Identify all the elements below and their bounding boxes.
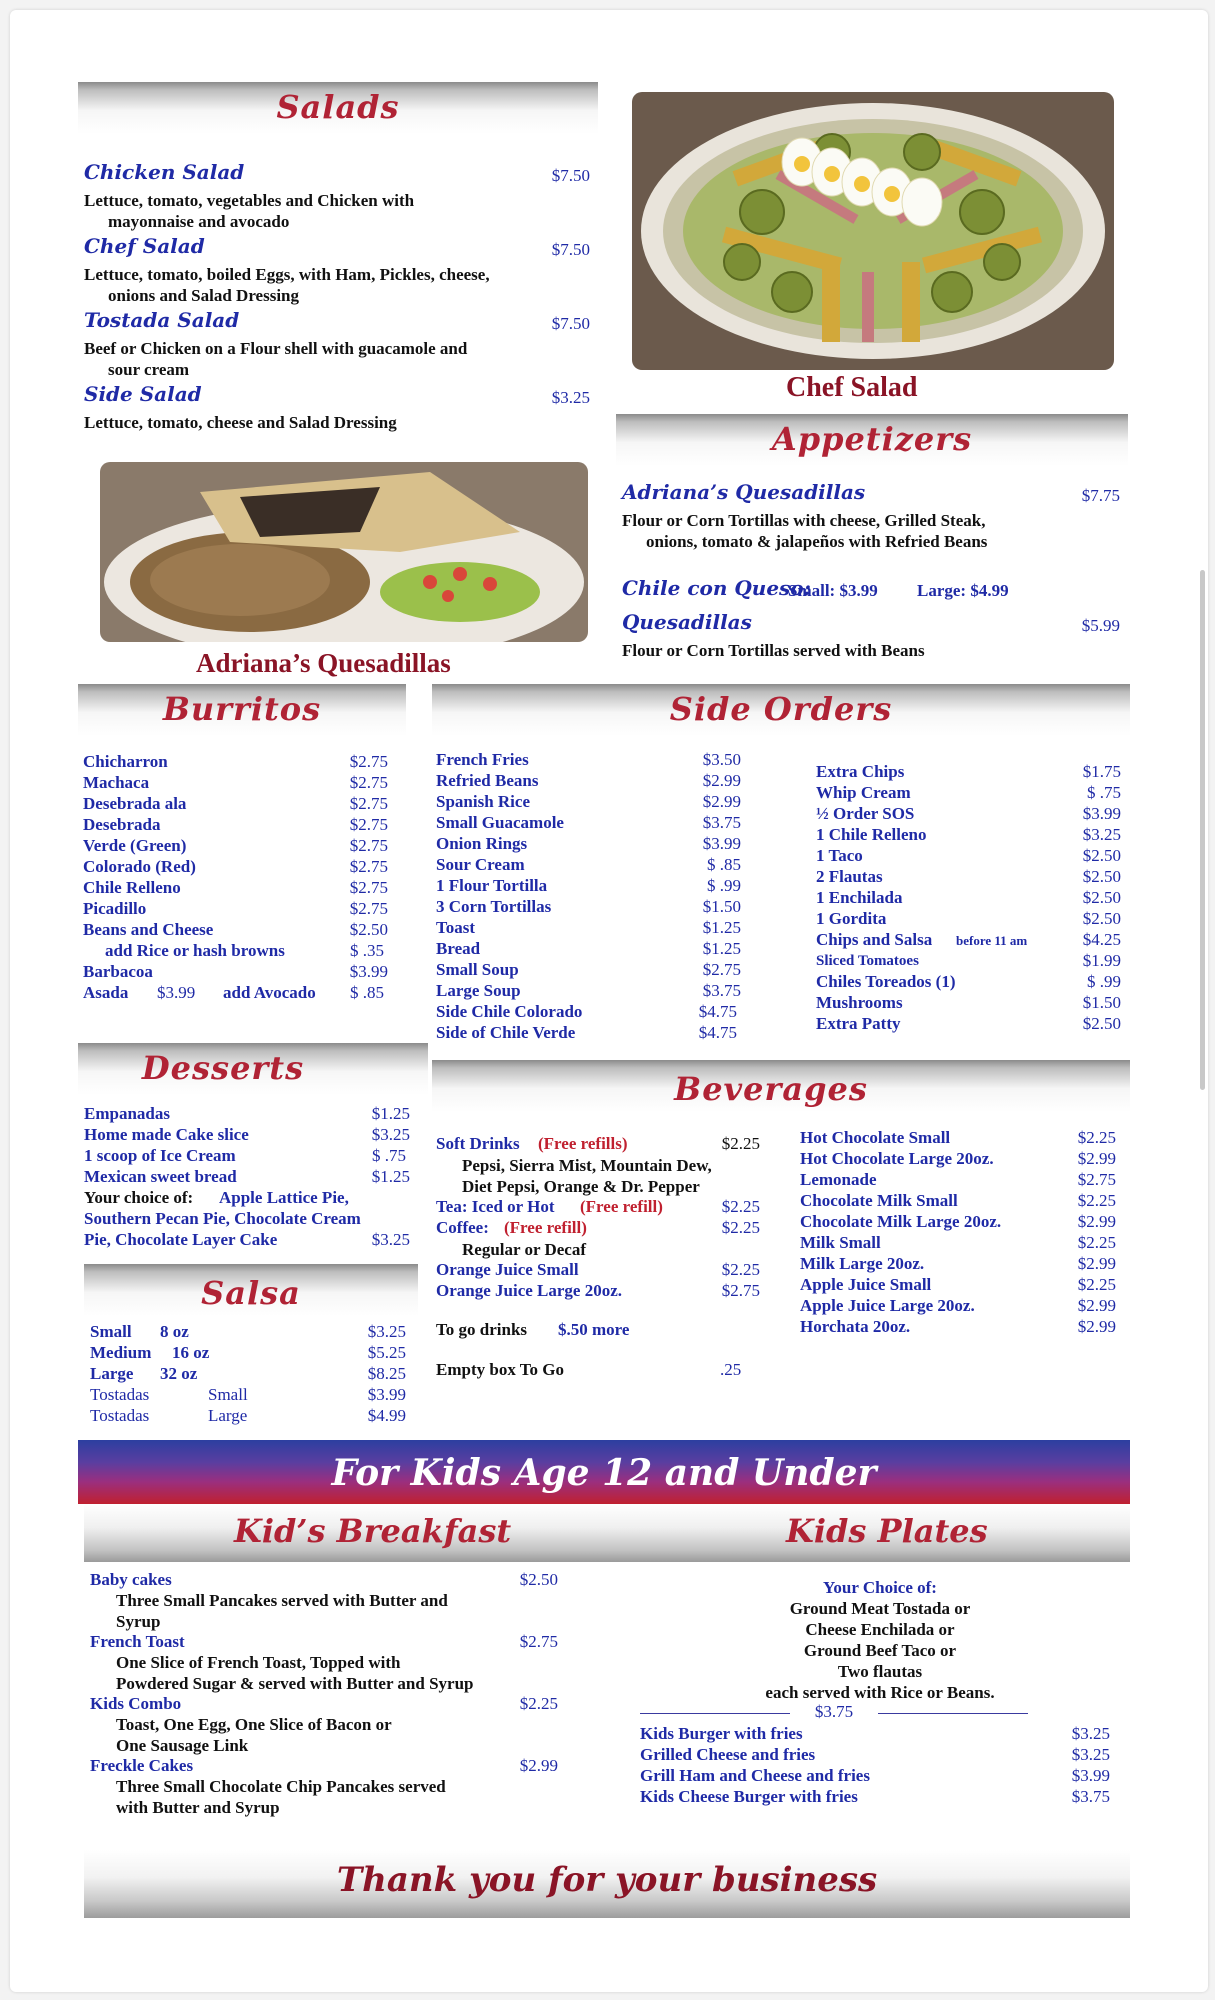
kids-plates-choice (700, 1578, 1060, 1718)
beverage-price: $2.25 (721, 1134, 760, 1153)
kids-choice-line: Ground Meat Tostada or (789, 1599, 971, 1618)
beverage-name: Chocolate Milk Large 20oz. (800, 1212, 1002, 1231)
side-name: 1 Flour Tortilla (436, 876, 548, 895)
side-price: $1.25 (702, 939, 741, 958)
quesadillas-image (100, 462, 588, 642)
kids-plate-name: Kids Cheese Burger with fries (640, 1787, 858, 1806)
appetizer-name: Adriana’s Quesadillas (622, 480, 866, 504)
beverage-price: $2.25 (721, 1197, 760, 1216)
side-name: Side Chile Colorado (436, 1002, 583, 1021)
side-price: $ .75 (1087, 783, 1121, 802)
refill-note: (Free refill) (580, 1197, 663, 1216)
desserts-title: Desserts (141, 1049, 305, 1087)
dessert-price: $ .75 (372, 1146, 406, 1165)
side-name: French Fries (436, 750, 529, 769)
side-orders-col2 (816, 762, 1121, 1037)
salad-desc: onions and Salad Dressing (108, 286, 300, 305)
side-price: $3.99 (1082, 804, 1121, 823)
chef-salad-caption: Chef Salad (786, 372, 918, 403)
side-price: $1.50 (1082, 993, 1121, 1012)
beverage-desc: Regular or Decaf (462, 1240, 587, 1259)
burrito-name: Colorado (Red) (83, 857, 196, 876)
beverage-price: $2.25 (721, 1218, 760, 1237)
side-price: $ .99 (1087, 972, 1121, 991)
kids-breakfast-list (90, 1570, 558, 1820)
appetizer-price: $5.99 (1081, 616, 1120, 635)
side-name: Sour Cream (436, 855, 525, 874)
burritos-list (83, 752, 388, 1002)
salsa-price: $8.25 (367, 1364, 406, 1383)
salad-item (84, 382, 590, 406)
beverage-name: Apple Juice Large 20oz. (800, 1296, 975, 1315)
burrito-name: Asada (83, 983, 129, 1002)
burritos-title: Burritos (162, 690, 322, 728)
thank-you-text: Thank you for your business (336, 1860, 878, 1900)
side-price: $2.50 (1082, 888, 1121, 907)
side-price: $1.75 (1082, 762, 1121, 781)
kids-item-name: French Toast (90, 1632, 185, 1651)
salsa-size-oz: 16 oz (172, 1343, 210, 1362)
beverage-name: Milk Large 20oz. (800, 1254, 925, 1273)
burrito-name: Desebrada (83, 815, 161, 834)
salad-item (84, 234, 590, 258)
salsa-title: Salsa (201, 1274, 301, 1312)
dessert-choice-text: Southern Pecan Pie, Chocolate Cream (84, 1209, 361, 1228)
appetizer-desc: Flour or Corn Tortillas with cheese, Grilled Steak, (622, 511, 986, 530)
side-name: Extra Chips (816, 762, 905, 781)
beverages-col1 (436, 1134, 764, 1384)
kids-item-name: Kids Combo (90, 1694, 182, 1713)
appetizer-item (622, 480, 1120, 504)
beverage-price: $2.75 (721, 1281, 760, 1300)
beverage-price: $2.25 (1077, 1233, 1116, 1252)
kids-banner (78, 1440, 1130, 1504)
dessert-name: 1 scoop of Ice Cream (84, 1146, 236, 1165)
dessert-price: $3.25 (371, 1230, 410, 1249)
side-price: $2.50 (1082, 1014, 1121, 1033)
side-name: Extra Patty (816, 1014, 901, 1033)
kids-plates-title: Kids Plates (786, 1512, 988, 1550)
tostadas-name: Tostadas (90, 1406, 150, 1425)
beverage-price: $2.25 (721, 1260, 760, 1279)
salsa-header (84, 1264, 418, 1316)
salads-title: Salads (276, 88, 400, 126)
burrito-price: $2.50 (349, 920, 388, 939)
refill-note: (Free refills) (538, 1134, 628, 1153)
beverage-price: $2.99 (1077, 1149, 1116, 1168)
appetizer-name: Quesadillas (622, 610, 752, 634)
kids-choice-line: Ground Beef Taco or (803, 1641, 957, 1660)
side-name: 3 Corn Tortillas (436, 897, 552, 916)
dessert-name: Mexican sweet bread (84, 1167, 237, 1186)
salads-list (84, 160, 590, 440)
side-name: Small Soup (436, 960, 519, 979)
side-name: Bread (436, 939, 481, 958)
salad-price: $3.25 (551, 388, 590, 407)
salad-price: $7.50 (551, 166, 590, 185)
salads-header (78, 82, 598, 134)
kids-plate-price: $3.25 (1071, 1724, 1110, 1743)
chile-con-queso-item (622, 576, 1120, 600)
beverage-name: Soft Drinks (436, 1134, 520, 1153)
burrito-price: $2.75 (349, 773, 388, 792)
kids-plate-name: Kids Burger with fries (640, 1724, 803, 1743)
burrito-price: $2.75 (349, 752, 388, 771)
side-name: Large Soup (436, 981, 521, 1000)
kids-item-desc: One Sausage Link (116, 1736, 249, 1755)
side-price: $3.25 (1082, 825, 1121, 844)
kids-choice-price: $3.75 (814, 1702, 854, 1721)
burrito-name: Machaca (83, 773, 150, 792)
side-price: $2.75 (702, 960, 741, 979)
kids-item-price: $2.25 (519, 1694, 558, 1713)
burrito-name: Beans and Cheese (83, 920, 214, 939)
salsa-size-name: Small (90, 1322, 132, 1341)
kids-item-desc: Three Small Chocolate Chip Pancakes served (116, 1777, 446, 1796)
beverage-name: Chocolate Milk Small (800, 1191, 958, 1210)
kids-item-desc: Three Small Pancakes served with Butter and (116, 1591, 448, 1610)
salad-desc: mayonnaise and avocado (108, 212, 290, 231)
chile-con-queso-small: Small: $3.99 (788, 581, 878, 600)
salad-name: Chicken Salad (84, 160, 245, 184)
kids-plates-list (640, 1724, 1110, 1814)
appetizer-item (622, 610, 1120, 634)
togo-price: $.50 more (558, 1320, 630, 1339)
kids-item-name: Freckle Cakes (90, 1756, 194, 1775)
kids-plate-price: $3.25 (1071, 1745, 1110, 1764)
side-orders-col1 (436, 750, 741, 1045)
side-price: $ .85 (707, 855, 741, 874)
beverage-name: Apple Juice Small (800, 1275, 932, 1294)
salad-price: $7.50 (551, 240, 590, 259)
side-name: Side of Chile Verde (436, 1023, 576, 1042)
kids-item-price: $2.50 (519, 1570, 558, 1589)
side-price: $3.50 (702, 750, 741, 769)
side-price: $2.50 (1082, 846, 1121, 865)
side-orders-title: Side Orders (669, 690, 893, 728)
dessert-choice-text: Pie, Chocolate Layer Cake (84, 1230, 278, 1249)
kids-plate-name: Grilled Cheese and fries (640, 1745, 816, 1764)
appetizers-header (616, 414, 1128, 466)
beverage-price: $2.25 (1077, 1128, 1116, 1147)
burrito-name: Chicharron (83, 752, 168, 771)
burrito-name: Chile Relleno (83, 878, 181, 897)
side-price: $2.50 (1082, 909, 1121, 928)
beverage-price: $2.75 (1077, 1170, 1116, 1189)
tostadas-size: Small (208, 1385, 248, 1404)
salsa-list (90, 1322, 406, 1432)
burrito-price: $2.75 (349, 878, 388, 897)
chile-con-queso-name: Chile con Queso: (622, 576, 812, 600)
burritos-header (78, 684, 406, 736)
salsa-price: $3.25 (367, 1322, 406, 1341)
kids-item-name: Baby cakes (90, 1570, 172, 1589)
burrito-price: $2.75 (349, 794, 388, 813)
side-price: $1.50 (702, 897, 741, 916)
dessert-price: $1.25 (371, 1167, 410, 1186)
salad-desc: sour cream (108, 360, 190, 379)
beverages-header (432, 1060, 1130, 1112)
dessert-choice-text: Apple Lattice Pie, (219, 1188, 349, 1207)
side-price: $3.75 (702, 813, 741, 832)
kids-item-desc: Powdered Sugar & served with Butter and Syrup (116, 1674, 474, 1693)
side-price: $4.75 (698, 1023, 737, 1042)
side-price: $2.99 (702, 792, 741, 811)
beverages-title: Beverages (674, 1070, 868, 1108)
box-price: .25 (720, 1360, 742, 1379)
appetizer-desc: Flour or Corn Tortillas served with Beans (622, 641, 925, 660)
burrito-price: $2.75 (349, 857, 388, 876)
beverage-name: Orange Juice Large 20oz. (436, 1281, 623, 1300)
appetizer-desc: onions, tomato & jalapeños with Refried Beans (646, 532, 988, 551)
burrito-price: $3.99 (349, 962, 388, 981)
beverage-price: $2.99 (1077, 1317, 1116, 1336)
beverage-price: $2.99 (1077, 1296, 1116, 1315)
burrito-name: add Rice or hash browns (105, 941, 285, 960)
chef-salad-image (632, 92, 1114, 370)
box-label: Empty box To Go (436, 1360, 565, 1379)
dessert-choice-label: Your choice of: (84, 1188, 194, 1207)
salad-name: Side Salad (84, 382, 202, 406)
side-price: $2.50 (1082, 867, 1121, 886)
refill-note: (Free refill) (504, 1218, 587, 1237)
kids-breakfast-title: Kid’s Breakfast (234, 1512, 512, 1550)
side-name: 1 Chile Relleno (816, 825, 927, 844)
beverage-price: $2.99 (1077, 1254, 1116, 1273)
kids-plate-price: $3.75 (1071, 1787, 1110, 1806)
salad-name: Chef Salad (84, 234, 205, 258)
burrito-name: Barbacoa (83, 962, 153, 981)
salad-price: $7.50 (551, 314, 590, 333)
salsa-size-oz: 32 oz (160, 1364, 198, 1383)
side-name: Mushrooms (816, 993, 903, 1012)
beverage-name: Hot Chocolate Large 20oz. (800, 1149, 994, 1168)
salad-item (84, 308, 590, 332)
quesadillas-caption: Adriana’s Quesadillas (196, 648, 451, 678)
burrito-price: $2.75 (349, 899, 388, 918)
salad-desc: Beef or Chicken on a Flour shell with guacamole and (84, 339, 468, 358)
chile-con-queso-large: Large: $4.99 (917, 581, 1009, 600)
side-name: Toast (436, 918, 476, 937)
avocado-addon: add Avocado (223, 983, 316, 1002)
salsa-price: $5.25 (367, 1343, 406, 1362)
kids-plate-name: Grill Ham and Cheese and fries (640, 1766, 870, 1785)
salad-desc: Lettuce, tomato, boiled Eggs, with Ham, Pickles, cheese, (84, 265, 490, 284)
kids-choice-line: Two flautas (837, 1662, 923, 1681)
side-price: $ .99 (707, 876, 741, 895)
side-name: Chips and Salsa (816, 930, 933, 949)
tostadas-size: Large (208, 1406, 248, 1425)
burrito-name: Desebrada ala (83, 794, 187, 813)
beverage-name: Lemonade (800, 1170, 877, 1189)
tostadas-price: $4.99 (367, 1406, 406, 1425)
salad-desc: Lettuce, tomato, vegetables and Chicken with (84, 191, 415, 210)
desserts-list (84, 1104, 410, 1250)
side-note: before 11 am (956, 933, 1028, 948)
beverage-name: Coffee: (436, 1218, 489, 1237)
side-price: $3.75 (702, 981, 741, 1000)
desserts-header (78, 1043, 428, 1095)
dessert-price: $1.25 (371, 1104, 410, 1123)
kids-choice-price-row (640, 1702, 1028, 1724)
side-name: ½ Order SOS (816, 804, 915, 823)
burrito-price: $3.99 (157, 983, 196, 1002)
salad-item (84, 160, 590, 184)
kids-item-desc: Syrup (116, 1612, 161, 1631)
quesadillas-photo (100, 462, 588, 642)
kids-banner-title: For Kids Age 12 and Under (331, 1452, 877, 1494)
kids-plate-price: $3.99 (1071, 1766, 1110, 1785)
salsa-size-name: Medium (90, 1343, 152, 1362)
chef-salad-photo (632, 92, 1114, 370)
side-name: 1 Taco (816, 846, 863, 865)
beverage-name: Orange Juice Small (436, 1260, 579, 1279)
avocado-price: $ .85 (350, 983, 384, 1002)
kids-item-desc: One Slice of French Toast, Topped with (116, 1653, 401, 1672)
burrito-price: $2.75 (349, 836, 388, 855)
beverage-name: Horchata 20oz. (800, 1317, 911, 1336)
side-name: 1 Gordita (816, 909, 887, 928)
beverage-desc: Diet Pepsi, Orange & Dr. Pepper (462, 1177, 700, 1196)
side-name: Refried Beans (436, 771, 539, 790)
beverage-name: Hot Chocolate Small (800, 1128, 951, 1147)
kids-choice-line: each served with Rice or Beans. (765, 1683, 995, 1702)
scrollbar[interactable] (1200, 570, 1205, 1090)
beverage-name: Tea: Iced or Hot (436, 1197, 555, 1216)
burrito-price: $ .35 (350, 941, 384, 960)
side-name: Spanish Rice (436, 792, 530, 811)
side-price: $3.99 (702, 834, 741, 853)
kids-choice-rule-right (878, 1713, 1028, 1714)
beverage-desc: Pepsi, Sierra Mist, Mountain Dew, (462, 1156, 712, 1175)
salsa-size-name: Large (90, 1364, 134, 1383)
dessert-name: Empanadas (84, 1104, 170, 1123)
burrito-name: Verde (Green) (83, 836, 187, 855)
side-name: Whip Cream (816, 783, 911, 802)
kids-item-price: $2.75 (519, 1632, 558, 1651)
side-price: $2.99 (702, 771, 741, 790)
kids-item-price: $2.99 (519, 1756, 558, 1775)
dessert-price: $3.25 (371, 1125, 410, 1144)
side-price: $4.25 (1082, 930, 1121, 949)
tostadas-price: $3.99 (367, 1385, 406, 1404)
dessert-name: Home made Cake slice (84, 1125, 249, 1144)
side-name: Chiles Toreados (1) (816, 972, 956, 991)
side-price: $1.25 (702, 918, 741, 937)
beverages-col2 (800, 1128, 1116, 1340)
kids-item-desc: Toast, One Egg, One Slice of Bacon or (116, 1715, 392, 1734)
salad-desc: Lettuce, tomato, cheese and Salad Dressing (84, 413, 397, 432)
side-name: Small Guacamole (436, 813, 564, 832)
beverage-price: $2.25 (1077, 1275, 1116, 1294)
kids-choice-title: Your Choice of: (823, 1578, 937, 1597)
appetizers-title: Appetizers (771, 420, 973, 458)
burrito-name: Picadillo (83, 899, 147, 918)
kids-choice-line: Cheese Enchilada or (805, 1620, 955, 1639)
side-name: Sliced Tomatoes (816, 953, 919, 969)
side-name: 1 Enchilada (816, 888, 903, 907)
kids-item-desc: with Butter and Syrup (116, 1798, 280, 1817)
togo-label: To go drinks (436, 1320, 528, 1339)
side-price: $4.75 (698, 1002, 737, 1021)
side-orders-header (432, 684, 1130, 736)
beverage-price: $2.99 (1077, 1212, 1116, 1231)
kids-sections-header (84, 1504, 1130, 1562)
burrito-price: $2.75 (349, 815, 388, 834)
footer-bar (84, 1850, 1130, 1918)
tostadas-name: Tostadas (90, 1385, 150, 1404)
side-name: 2 Flautas (816, 867, 883, 886)
side-price: $1.99 (1082, 951, 1121, 970)
salad-name: Tostada Salad (84, 308, 240, 332)
appetizer-price: $7.75 (1081, 486, 1120, 505)
appetizers-list (622, 480, 1120, 660)
beverage-name: Milk Small (800, 1233, 881, 1252)
beverage-price: $2.25 (1077, 1191, 1116, 1210)
salsa-size-oz: 8 oz (160, 1322, 189, 1341)
side-name: Onion Rings (436, 834, 528, 853)
